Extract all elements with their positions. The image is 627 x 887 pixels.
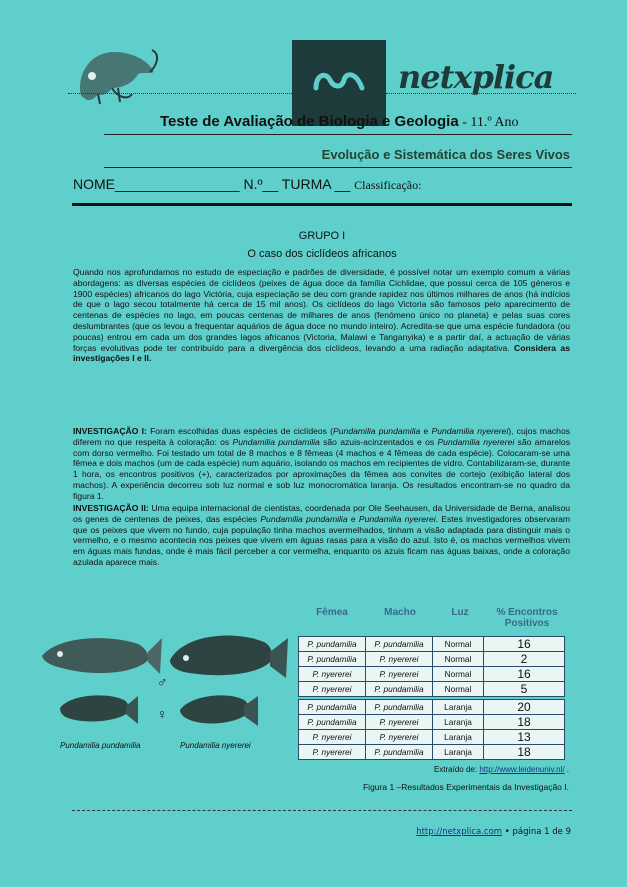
inv1-text: são amarelos com dorso vermelho. Foi testado um total de 8 machos e 8 fêmeas (4 machos e 4 fêmeas de cada espécie). Colocaram-se uma fêmea e dois machos (um de cada espécie) num aquário, isolando os machos em recipientes de vidro. Contabilizaram-se, durante 1 hora, os encontros positivos (+), caracterizados por aproximações da fêmea aos convites de cortejo (exibição lateral dos machos). A experiência decorreu sob luz normal e sob luz monocromática laranja. Os resultados encontram-se no quadro da figura 1. — [73, 436, 570, 501]
cell-macho: P. nyererei — [366, 715, 433, 730]
footer — [416, 827, 571, 837]
intro-instruction: Considera as investigações I e II. — [73, 342, 570, 364]
cell-pct: 13 — [484, 730, 565, 745]
cell-femea: P. pundamilia — [299, 652, 366, 667]
inv2-text: e — [347, 513, 359, 524]
cell-pct: 20 — [484, 700, 565, 715]
cell-femea: P. pundamilia — [299, 700, 366, 715]
results-table-body — [299, 637, 565, 760]
cell-pct: 18 — [484, 745, 565, 760]
cell-femea: P. pundamilia — [299, 715, 366, 730]
inv1-text: são azuis-acinzentados e os — [319, 436, 438, 447]
group-heading: GRUPO I — [298, 230, 346, 242]
table-row — [299, 637, 565, 652]
cell-macho: P. nyererei — [366, 667, 433, 682]
inv1-text: e — [420, 426, 432, 436]
source-link[interactable]: http://www.leidenuniv.nl/ — [479, 765, 565, 774]
fish-female-nyererei — [180, 695, 258, 726]
inv2-text: Uma equipa internacional de cientistas, coordenada por Ole Seehausen, da Universidade de Berna, analisou os genes de centenas de peixes, das espécies — [73, 503, 570, 524]
cell-pct: 18 — [484, 715, 565, 730]
cell-pct: 16 — [484, 667, 565, 682]
cell-macho: P. pundamilia — [366, 745, 433, 760]
cell-pct: 5 — [484, 682, 565, 697]
cell-luz: Normal — [433, 667, 484, 682]
footer-link[interactable]: http://netxplica.com — [416, 827, 503, 837]
cell-luz: Laranja — [433, 745, 484, 760]
cell-luz: Normal — [433, 652, 484, 667]
cell-macho: P. pundamilia — [366, 682, 433, 697]
cell-femea: P. nyererei — [299, 667, 366, 682]
footer-dashed-rule — [72, 810, 572, 811]
rule-2 — [104, 167, 572, 168]
thick-rule — [72, 203, 572, 206]
brand-wordmark: netxplica — [398, 58, 554, 96]
cell-macho: P. nyererei — [366, 730, 433, 745]
wave-logo-icon — [312, 68, 366, 92]
chameleon-illustration — [72, 38, 162, 110]
page-number: • página 1 de 9 — [502, 827, 571, 837]
column-header-luz: Luz — [451, 607, 469, 618]
table-row — [299, 700, 565, 715]
cell-femea: P. nyererei — [299, 730, 366, 745]
results-table — [298, 636, 565, 760]
intro-text: Quando nos aprofundamos no estudo de especiação e padrões de diversidade, é possível notar um exemplo comum a várias abordagens: as diversas espécies de ciclídeos (peixes de água doce da família Cichlidae, que possui cerca de 105 géneros e 1900 espécies) africanos do lago Victória, cuja especiação se deu com grande rapidez nos últimos milhares de anos (há indícios de que o lago secou totalmente há cerca de 15 mil anos). Os ciclídeos do lago Victoria são famosos pelo aparecimento de centenas de espécies no lago, em poucas centenas de milhares de anos (fenómeno único no planeta) e pelas suas cores deslumbrantes (que os levou a frequentar aquários de água doce no mundo inteiro). Acredita-se que uma espécie fundadora (ou poucas) entrou em cada um dos grandes lagos africanos (Victoria, Malawi e Tanganyika) e a partir daí, a actuação de várias forças evolutivas pode ter contribuído para a divergência dos ciclídeos, levando a uma radiação adaptativa. — [73, 267, 570, 353]
name-number-class-fields: NOME________________ N.º__ TURMA __ — [73, 176, 351, 192]
inv2-label: INVESTIGAÇÃO II: — [73, 503, 149, 513]
species-name: Pundamilia pundamilia — [232, 436, 320, 447]
header-dotted-line-left — [68, 93, 292, 94]
page-title — [160, 113, 519, 131]
investigation-1-paragraph — [73, 426, 570, 502]
cell-macho: P. pundamilia — [366, 700, 433, 715]
cell-femea: P. nyererei — [299, 745, 366, 760]
group-title: O caso dos ciclídeos africanos — [247, 248, 397, 260]
inv1-label: INVESTIGAÇÃO I: — [73, 426, 147, 436]
investigation-2-paragraph — [73, 503, 570, 568]
column-header-femea: Fêmea — [316, 607, 348, 618]
table-row — [299, 715, 565, 730]
female-symbol: ♀ — [157, 706, 168, 722]
cell-pct: 16 — [484, 637, 565, 652]
species-name: Pundamilia pundamilia — [260, 513, 348, 524]
fish-female-pundamilia — [60, 695, 138, 724]
inv2-text: . Estes investigadores observaram que os peixes que vivem no fundo, cuja população tinha machos avermelhados, tinham a visão adaptada para distinguir mais o vermelho, e o mesmo acontecia nos peixes que vivem em águas rasas para a visão do azul. Isto é, os machos vermelhos vivem em águas mais fundas, onde é mais fácil perceber a cor vermelha, enquanto os azuis ficam nas águas baixas, onde a coloração azulada aparece mais. — [73, 513, 571, 567]
intro-paragraph — [73, 267, 570, 364]
inv1-text: ), cujos machos diferem no que respeita à coloração: os — [73, 426, 571, 447]
species-name: Pundamilia pundamilia — [333, 426, 421, 436]
student-info-line — [73, 176, 421, 193]
caption-pundamilia: Pundamilia pundamilia — [60, 741, 141, 750]
column-header-macho: Macho — [384, 607, 416, 618]
cell-macho: P. pundamilia — [366, 637, 433, 652]
cell-luz: Normal — [433, 682, 484, 697]
year-label: - 11.º Ano — [458, 115, 519, 130]
source-line — [434, 765, 569, 774]
test-title: Teste de Avaliação de Biologia e Geologia — [160, 113, 459, 130]
classification-label: Classificação: — [354, 178, 422, 192]
cell-femea: P. nyererei — [299, 682, 366, 697]
caption-nyererei: Pundamilia nyererei — [180, 741, 251, 750]
rule-1 — [104, 134, 572, 135]
subtitle: Evolução e Sistemática dos Seres Vivos — [321, 147, 570, 162]
cell-femea: P. pundamilia — [299, 637, 366, 652]
table-row — [299, 730, 565, 745]
fish-male-pundamilia — [42, 638, 162, 674]
source-end: . — [564, 765, 569, 774]
male-symbol: ♂ — [157, 674, 168, 690]
species-name: Pundamilia nyererei — [358, 513, 436, 524]
cell-luz: Laranja — [433, 730, 484, 745]
column-header-encontros: % Encontros Positivos — [496, 607, 558, 629]
species-name: Pundamilia nyererei — [431, 426, 509, 436]
inv1-text: Foram escolhidas duas espécies de ciclídeos ( — [150, 426, 334, 436]
table-row — [299, 745, 565, 760]
fish-male-nyererei — [170, 636, 288, 678]
species-name: Pundamilia nyererei — [437, 436, 515, 447]
table-row — [299, 682, 565, 697]
table-row — [299, 667, 565, 682]
table-row — [299, 652, 565, 667]
cell-macho: P. nyererei — [366, 652, 433, 667]
source-label: Extraído de: — [433, 765, 480, 774]
figure-caption: Figura 1 –Resultados Experimentais da Investigação I. — [362, 782, 569, 792]
cell-luz: Normal — [433, 637, 484, 652]
cell-luz: Laranja — [433, 700, 484, 715]
cell-luz: Laranja — [433, 715, 484, 730]
cell-pct: 2 — [484, 652, 565, 667]
